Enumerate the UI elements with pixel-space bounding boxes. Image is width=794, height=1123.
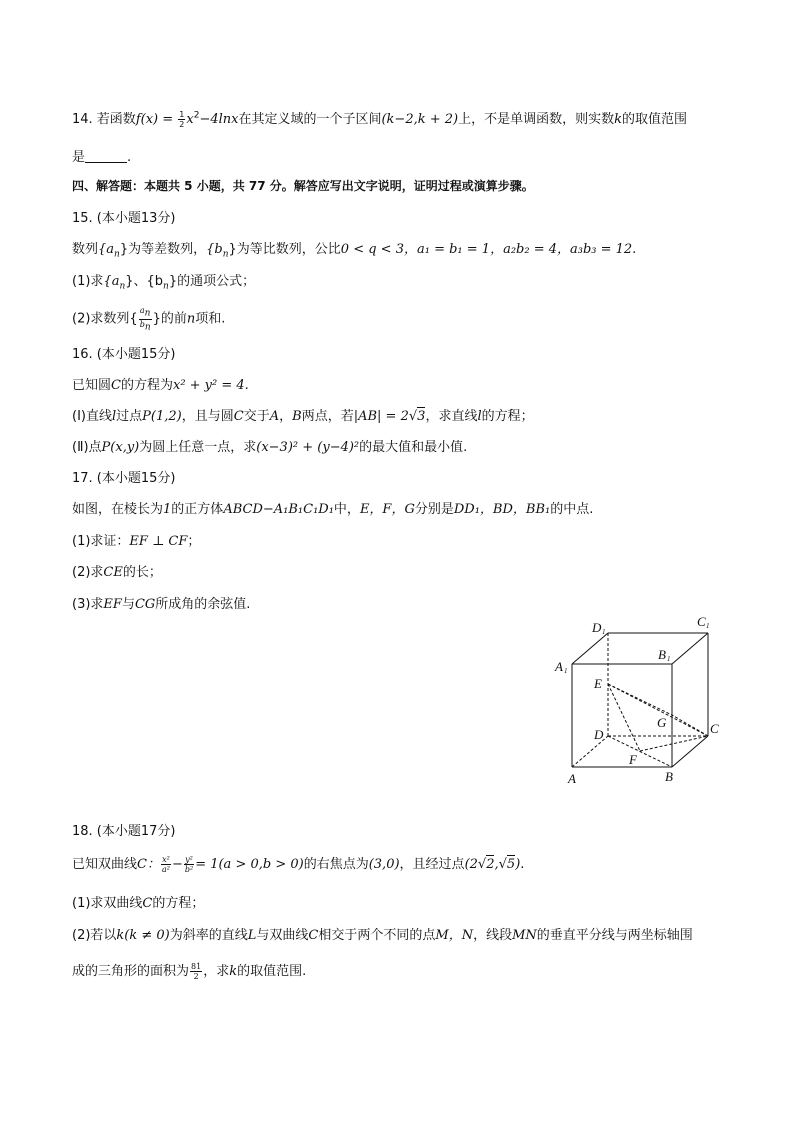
fraction-half: $\frac{1}{2}$ bbox=[179, 110, 185, 129]
q15-heading: 15. (本小题13分) bbox=[72, 211, 176, 226]
segment-d-b bbox=[608, 736, 672, 767]
label-d: D bbox=[594, 727, 604, 742]
section-four-heading: 四、解答题：本题共 5 小题，共 77 分。解答应写出文字说明，证明过程或演算步骤。 bbox=[72, 179, 534, 193]
svg-text:1: 1 bbox=[667, 655, 671, 663]
q18-part2: (2)若以k(k ≠ 0)为斜率的直线L与双曲线C相交于两个不同的点M，N，线段MN的垂直平分线与两坐标轴围 bbox=[72, 928, 693, 943]
q18-statement: 已知双曲线C： $\frac{\text{x²}}{\text{a²}}$ − $\frac{\text{y²}}{\text{b²}}$ = 1(a > 0,b > 0)的右焦点为(3,0)，且经过点(2√2,√5). bbox=[72, 855, 525, 874]
answer-blank bbox=[85, 150, 127, 163]
svg-text:1: 1 bbox=[706, 622, 710, 630]
fraction-an-bn: $\frac{a_n}{b_n}$ bbox=[139, 306, 151, 333]
svg-text:1: 1 bbox=[602, 628, 606, 636]
segment-f-c bbox=[640, 736, 708, 751]
q14-line1: 14. 若函数f(x) = $\frac{1}{2}$ $x^2-4\ln x$在其定义域的一个子区间(k−2,k + 2)上，不是单调函数，则实数k的取值范围 bbox=[72, 110, 688, 129]
q16-statement: 已知圆C的方程为x² + y² = 4. bbox=[72, 378, 249, 393]
fraction-x2-a2: $\frac{\text{x²}}{\text{a²}}$ bbox=[161, 855, 170, 874]
q17-part3: (3)求EF与CG所成角的余弦值. bbox=[72, 597, 251, 612]
q15-part2: (2)求数列{ $\frac{a_n}{b_n}$ }的前n项和. bbox=[72, 306, 226, 333]
q17-statement: 如图，在棱长为1的正方体ABCD−A₁B₁C₁D₁中，E，F，G分别是DD₁，BD，BB₁的中点. bbox=[72, 502, 594, 517]
q18-part1: (1)求双曲线C的方程； bbox=[72, 896, 205, 911]
fraction-y2-b2: $\frac{\text{y²}}{\text{b²}}$ bbox=[184, 855, 194, 874]
q14-line2: 是 . bbox=[72, 150, 132, 165]
svg-text:1: 1 bbox=[564, 667, 568, 675]
label-c: C bbox=[710, 721, 719, 736]
q16-part2: (Ⅱ)点P(x,y)为圆上任意一点，求(x−3)² + (y−4)²的最大值和最小值. bbox=[72, 440, 468, 455]
q18-part2-cont: 成的三角形的面积为 $\frac{81}{2}$ ，求k的取值范围. bbox=[72, 962, 307, 981]
q16-heading: 16. (本小题15分) bbox=[72, 347, 176, 362]
q15-statement: 数列$\{a_n\}$为等差数列，$\{b_n\}$为等比数列，公比0 < q < 3，a₁ = b₁ = 1，a₂b₂ = 4，a₃b₃ = 12. bbox=[72, 242, 637, 260]
segment-e-g bbox=[608, 684, 672, 715]
edge-a1-d1 bbox=[572, 633, 608, 664]
label-b1: B bbox=[658, 647, 666, 662]
q15-part1: (1)求$\{a_n\}$、$\{b_n\}$的通项公式； bbox=[72, 274, 256, 292]
label-f: F bbox=[629, 752, 637, 767]
label-b: B bbox=[665, 769, 673, 784]
cube-figure bbox=[550, 612, 730, 792]
label-e: E bbox=[594, 676, 602, 691]
q17-part1: (1)求证：EF ⊥ CF； bbox=[72, 534, 201, 549]
label-g: G bbox=[657, 715, 667, 730]
edge-c-b bbox=[672, 736, 708, 767]
label-a: A bbox=[568, 771, 576, 786]
segment-c-g bbox=[672, 715, 708, 736]
label-a1: A bbox=[555, 659, 563, 674]
edge-c1-b1 bbox=[672, 633, 708, 664]
segment-e-f bbox=[608, 684, 640, 751]
label-c1: C bbox=[697, 614, 706, 629]
label-d1: D bbox=[592, 620, 602, 635]
q17-heading: 17. (本小题15分) bbox=[72, 471, 176, 486]
q18-heading: 18. (本小题17分) bbox=[72, 824, 176, 839]
q16-part1: (Ⅰ)直线l过点P(1,2)，且与圆C交于A，B两点，若|AB| = 2√3，求直线l的方程； bbox=[72, 409, 534, 424]
q17-part2: (2)求CE的长； bbox=[72, 565, 162, 580]
fraction-81-2: $\frac{81}{2}$ bbox=[191, 962, 202, 981]
